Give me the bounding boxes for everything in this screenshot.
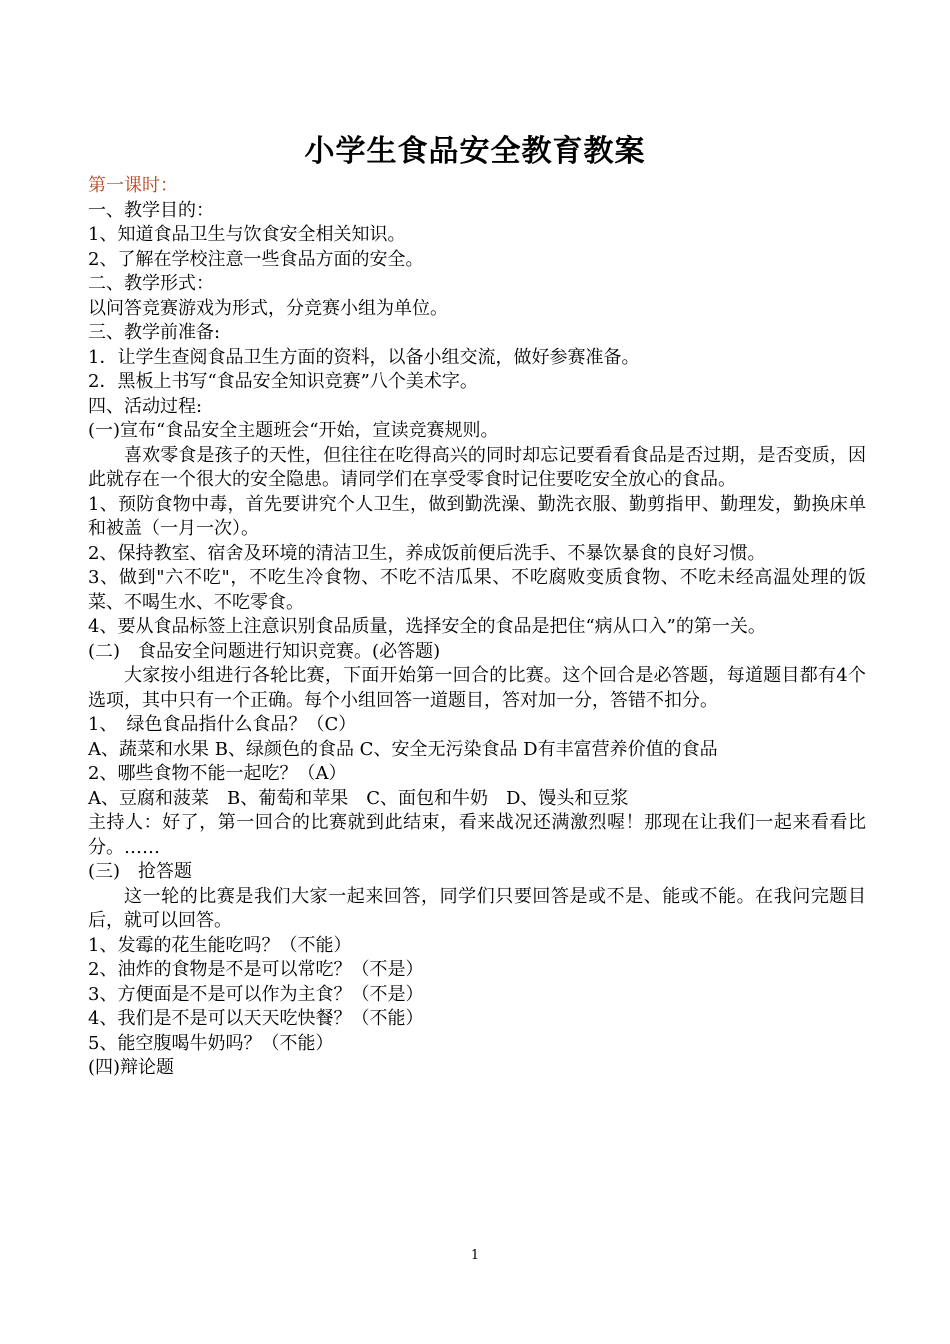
lesson-heading: 第一课时： bbox=[88, 175, 178, 196]
section-heading: 一、教学目的： bbox=[88, 199, 214, 221]
question: 2、哪些食物不能一起吃？（A） bbox=[88, 763, 347, 784]
document-body bbox=[88, 174, 866, 1081]
paragraph: 大家按小组进行各轮比赛，下面开始第一回合的比赛。这个回合是必答题，每道题目都有4个选项，其中只有一个正确。每个小组回答一道题目，答对加一分，答错不扣分。 bbox=[88, 665, 866, 711]
question: 2、油炸的食物是不是可以常吃？（不是） bbox=[88, 959, 424, 980]
paragraph: 4、要从食品标签上注意识别食品质量，选择安全的食品是把住“病从口入”的第一关。 bbox=[88, 616, 766, 637]
paragraph: 1．让学生查阅食品卫生方面的资料，以备小组交流，做好参赛准备。 bbox=[88, 346, 640, 368]
paragraph: 主持人：好了，第一回合的比赛就到此结束，看来战况还满激烈喔！那现在让我们一起来看看比分。…… bbox=[88, 812, 866, 858]
document-title: 小学生食品安全教育教案 bbox=[304, 134, 646, 169]
paragraph: 3、做到"六不吃"，不吃生冷食物、不吃不洁瓜果、不吃腐败变质食物、不吃未经高温处理的饭菜、不喝生水、不吃零食。 bbox=[88, 567, 866, 613]
paragraph: 以问答竞赛游戏为形式，分竞赛小组为单位。 bbox=[88, 297, 448, 319]
paragraph: (一)宣布“食品安全主题班会“开始，宣读竞赛规则。 bbox=[88, 420, 499, 441]
paragraph: 2、了解在学校注意一些食品方面的安全。 bbox=[88, 248, 424, 270]
answer-options: A、豆腐和菠菜 B、葡萄和苹果 C、面包和牛奶 D、馒头和豆浆 bbox=[88, 787, 629, 809]
section-heading: 二、教学形式： bbox=[88, 273, 214, 294]
paragraph: 2．黑板上书写“食品安全知识竞赛”八个美术字。 bbox=[88, 371, 478, 392]
question: 1、发霉的花生能吃吗？（不能） bbox=[88, 934, 352, 956]
section-heading: (二) 食品安全问题进行知识竞赛。(必答题) bbox=[88, 640, 441, 662]
paragraph: 1、预防食物中毒，首先要讲究个人卫生，做到勤洗澡、勤洗衣服、勤剪指甲、勤理发，勤换床单和被盖（一月一次）。 bbox=[88, 493, 866, 539]
section-heading: (三) 抢答题 bbox=[88, 861, 193, 882]
section-heading: 四、活动过程: bbox=[88, 395, 203, 417]
paragraph: 1、知道食品卫生与饮食安全相关知识。 bbox=[88, 224, 406, 245]
question: 4、我们是不是可以天天吃快餐？（不能） bbox=[88, 1008, 424, 1029]
paragraph: 喜欢零食是孩子的天性，但往往在吃得高兴的同时却忘记要看看食品是否过期，是否变质，因此就存在一个很大的安全隐患。请同学们在享受零食时记住要吃安全放心的食品。 bbox=[88, 444, 866, 490]
answer-options: A、蔬菜和水果 B、绿颜色的食品 C、安全无污染食品 D有丰富营养价值的食品 bbox=[88, 738, 718, 760]
section-heading: 三、教学前准备: bbox=[88, 322, 221, 343]
paragraph: 这一轮的比赛是我们大家一起来回答，同学们只要回答是或不是、能或不能。在我问完题目后，就可以回答。 bbox=[88, 885, 866, 931]
question: 3、方便面是不是可以作为主食？（不是） bbox=[88, 983, 424, 1005]
question: 1、 绿色食品指什么食品？（C） bbox=[88, 714, 357, 735]
section-heading: (四)辩论题 bbox=[88, 1057, 175, 1078]
question: 5、能空腹喝牛奶吗？（不能） bbox=[88, 1032, 334, 1054]
paragraph: 2、保持教室、宿舍及环境的清洁卫生，养成饭前便后洗手、不暴饮暴食的良好习惯。 bbox=[88, 542, 766, 564]
page-number: 1 bbox=[470, 1248, 480, 1263]
